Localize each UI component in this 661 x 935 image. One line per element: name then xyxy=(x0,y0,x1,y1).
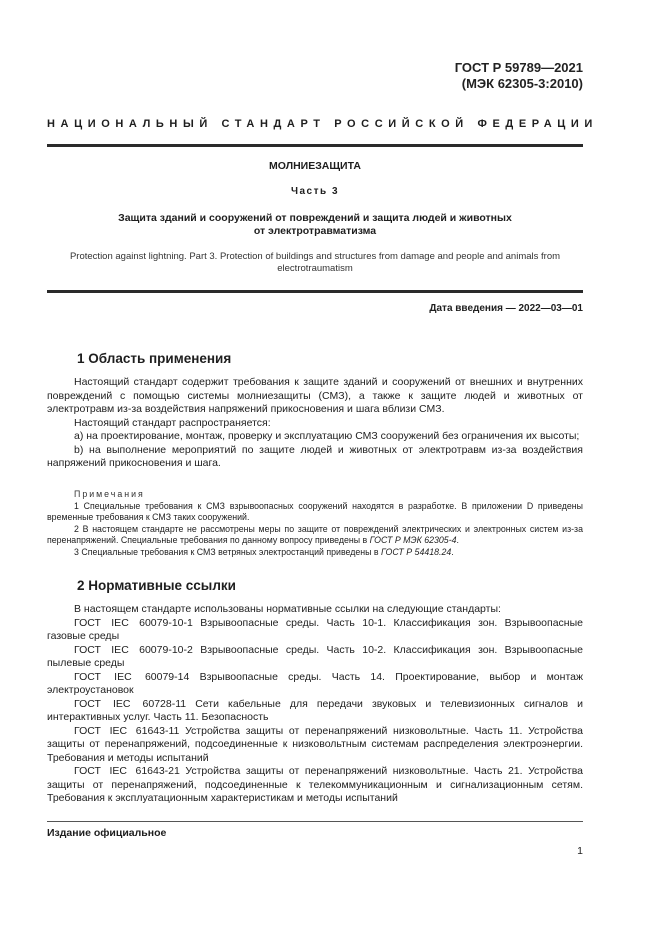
english-title xyxy=(47,251,583,275)
document-subtitle xyxy=(97,212,533,237)
english-title-line-2: electrotraumatism xyxy=(277,263,353,274)
footer-divider xyxy=(47,821,583,822)
note-3: 3 Специальные требования к СМЗ ветряных электростанций приведены в ГОСТ Р 54418.24. xyxy=(74,546,454,557)
standard-designation xyxy=(455,60,583,92)
title-divider xyxy=(47,290,583,293)
paragraph: b) на выполнение мероприятий по защите людей и животных от электротравм из-за воздействия напряжений прикосновения и шага. xyxy=(47,443,583,469)
reference-code: ГОСТ IEC 60079-10-2 xyxy=(74,643,193,656)
reference-code: ГОСТ IEC 60728-11 xyxy=(74,697,187,710)
section-2-heading: 2 Нормативные ссылки xyxy=(77,578,236,593)
iec-number: (МЭК 62305-3:2010) xyxy=(461,76,583,91)
reference-title: Взрывоопасные среды. Часть 14. Проектирование, выбор и монтаж электроустановок xyxy=(47,670,583,696)
section-1-body xyxy=(47,376,583,471)
document-title: МОЛНИЕЗАЩИТА xyxy=(269,160,361,172)
reference-title: Взрывоопасные среды. Часть 10-2. Классификация зон. Взрывоопасные пылевые среды xyxy=(47,643,583,669)
page-number: 1 xyxy=(577,845,583,857)
notes-heading: Примечания xyxy=(74,489,145,499)
national-standard-banner: НАЦИОНАЛЬНЫЙ СТАНДАРТ РОССИЙСКОЙ ФЕДЕРАЦИИ xyxy=(47,118,598,130)
reference-title: Взрывоопасные среды. Часть 10-1. Классификация зон. Взрывоопасные газовые среды xyxy=(47,616,583,642)
reference-title: Сети кабельные для передачи звуковых и телевизионных сигналов и интерактивных услуг. Часть 11. Безопасность xyxy=(47,697,584,723)
note-2-text: 2 В настоящем стандарте не рассмотрены меры по защите от повреждений электрических и электронных систем из-за перенапряжений. Специальные требования по данному вопросу приведены в xyxy=(47,523,583,545)
reference-title: Устройства защиты от перенапряжений низковольтные. Часть 11. Устройства защиты от перенапряжений, подсоединенные к низковольтным системам распределения электроэнергии. Требования и методы испытаний xyxy=(47,724,584,764)
paragraph: Настоящий стандарт содержит требования к защите зданий и сооружений от внешних и внутренних повреждений с помощью системы молниезащиты (СМЗ), а также к защите людей и животных от электротравм из-за воздействия напряжений прикосновения и шага вблизи СМЗ. xyxy=(47,376,583,415)
reference-code: ГОСТ IEC 61643-21 xyxy=(74,765,180,777)
top-divider xyxy=(47,144,583,147)
paragraph: В настоящем стандарте использованы нормативные ссылки на следующие стандарты: xyxy=(74,603,501,615)
gost-number: ГОСТ Р 59789—2021 xyxy=(454,60,583,75)
paragraph: Настоящий стандарт распространяется: xyxy=(74,416,271,429)
section-1-notes xyxy=(47,489,583,558)
introduction-date: Дата введения — 2022—03—01 xyxy=(429,303,583,314)
reference-code: ГОСТ IEC 60079-14 xyxy=(74,670,190,683)
part-label: Часть 3 xyxy=(290,186,340,197)
official-edition-label: Издание официальное xyxy=(47,827,167,839)
reference-item xyxy=(47,644,583,671)
reference-code: ГОСТ IEC 60079-10-1 xyxy=(74,616,193,629)
note-2: 2 В настоящем стандарте не рассмотрены меры по защите от повреждений электрических и электронных систем из-за перенапряжений. Специальные требования по данному вопросу приведены в ГОСТ Р МЭК 62305-4. xyxy=(47,523,583,545)
reference-item xyxy=(47,617,583,644)
paragraph: a) на проектирование, монтаж, проверку и эксплуатацию СМЗ сооружений без ограничения их высоты; xyxy=(74,430,580,442)
reference-item xyxy=(47,765,583,806)
reference-title: Устройства защиты от перенапряжений низковольтные. Часть 21. Устройства защиты от перенапряжений, подсоединенные к телекоммуникационным и сигнализационным сетям. Требования к эксплуатационным характеристикам и методы испытаний xyxy=(47,765,584,804)
reference-code: ГОСТ IEC 61643-11 xyxy=(74,724,180,737)
note-3-reference: ГОСТ Р 54418.24 xyxy=(381,546,452,557)
reference-item xyxy=(47,725,583,766)
note-3-text: 3 Специальные требования к СМЗ ветряных электростанций приведены в xyxy=(74,546,379,557)
section-1-heading: 1 Область применения xyxy=(77,351,232,366)
note-1: 1 Специальные требования к СМЗ взрывоопасных сооружений находятся в разработке. В приложении D приведены временные требования к СМЗ таких сооружений. xyxy=(47,500,583,522)
subtitle-line-1: Защита зданий и сооружений от повреждений и защита людей и животных xyxy=(118,212,512,224)
note-2-reference: ГОСТ Р МЭК 62305-4 xyxy=(369,535,457,545)
reference-item xyxy=(47,671,583,698)
subtitle-line-2: от электротравматизма xyxy=(253,224,377,237)
english-title-line-1: Protection against lightning. Part 3. Protection of buildings and structures from damage and people and animals from xyxy=(69,251,561,262)
section-2-body xyxy=(47,603,583,806)
reference-item xyxy=(47,698,583,725)
